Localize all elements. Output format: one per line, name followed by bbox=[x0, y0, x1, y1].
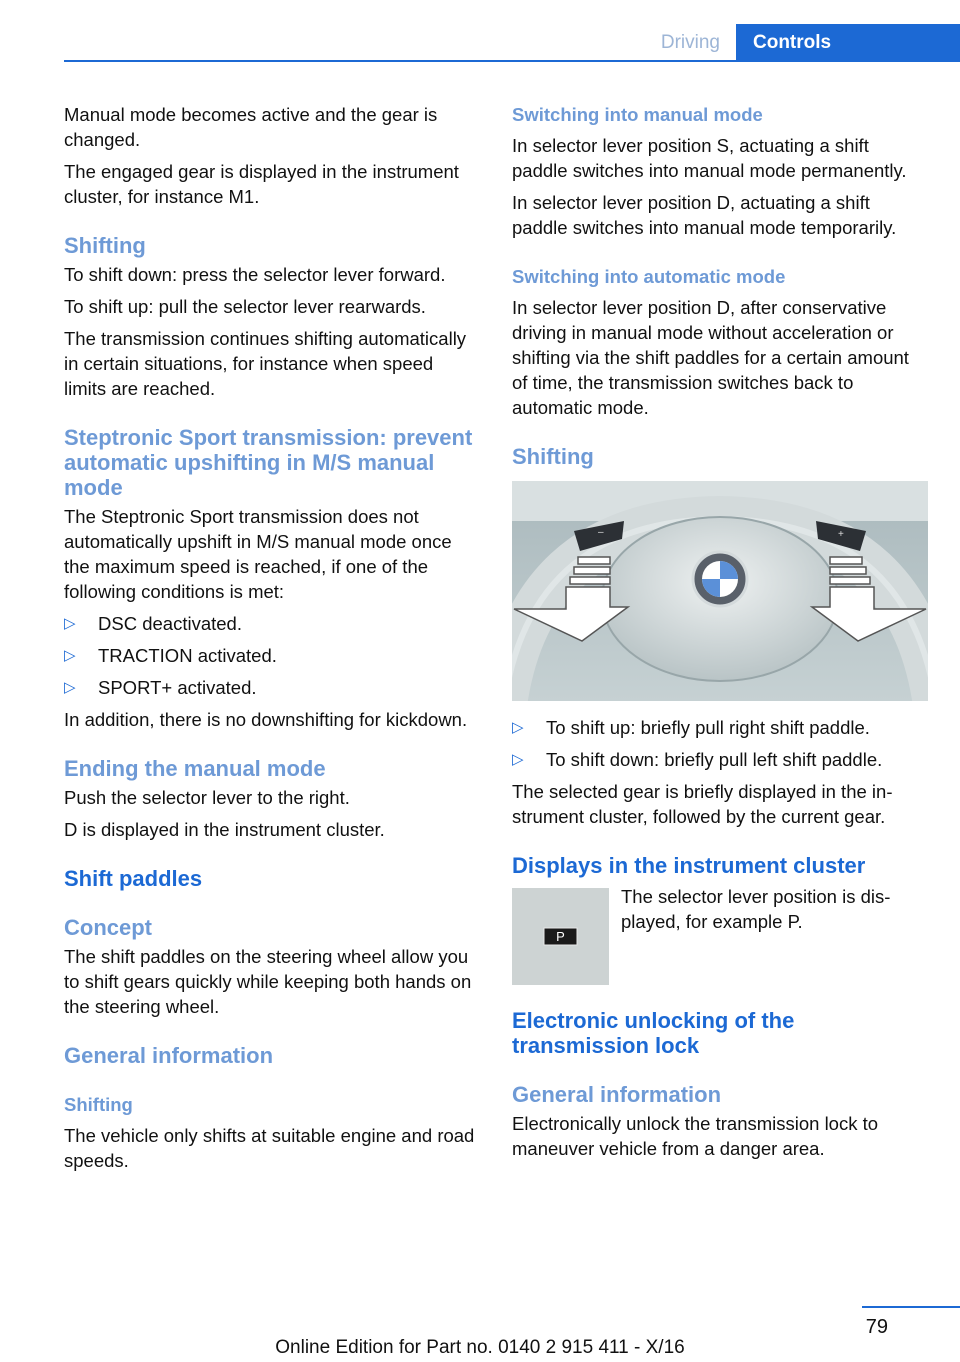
section-tab-driving[interactable]: Driving bbox=[660, 32, 720, 53]
list-item: ▷ TRACTION activated. bbox=[64, 645, 277, 666]
shifting-paragraph-2: To shift up: pull the selector lever rearwards. bbox=[64, 296, 426, 317]
triangle-bullet-icon: ▷ bbox=[64, 615, 76, 632]
triangle-bullet-icon: ▷ bbox=[512, 751, 524, 768]
triangle-bullet-icon: ▷ bbox=[64, 679, 76, 696]
footer-rule bbox=[862, 1306, 960, 1308]
left-column bbox=[64, 102, 480, 1180]
concept-paragraph: The shift paddles on the steering wheel allow you to shift gears quickly while keeping both hands on the steering wheel. bbox=[64, 946, 472, 1017]
intro-paragraph-2: The engaged gear is displayed in the instrument cluster, for instance M1. bbox=[64, 161, 459, 207]
list-item: ▷ SPORT+ activated. bbox=[64, 677, 257, 698]
steptronic-conditions-list bbox=[64, 611, 480, 700]
heading-general-information: General information bbox=[64, 1043, 274, 1068]
electronic-unlock-paragraph: Electronically unlock the transmission lock to maneuver vehicle from a danger area. bbox=[512, 1113, 879, 1159]
heading-electronic-unlocking: Electronic unlocking of the transmission lock bbox=[512, 1008, 795, 1058]
shifting-paragraph-3: The transmission continues shifting automatically in certain situations, for instance when speed limits are reached. bbox=[64, 328, 467, 399]
heading-steptronic: Steptronic Sport transmission: prevent automatic upshifting in M/S manual mode bbox=[64, 425, 473, 500]
heading-switching-manual-mode: Switching into manual mode bbox=[512, 104, 763, 125]
kickdown-paragraph: In addition, there is no downshifting for kickdown. bbox=[64, 709, 468, 730]
display-gear-letter: P bbox=[556, 929, 565, 944]
heading-displays-instrument-cluster: Displays in the instrument cluster bbox=[512, 853, 866, 878]
subheading-shifting: Shifting bbox=[64, 1094, 133, 1115]
ending-paragraph-2: D is displayed in the instrument cluster. bbox=[64, 819, 385, 840]
triangle-bullet-icon: ▷ bbox=[64, 647, 76, 664]
heading-shifting: Shifting bbox=[64, 233, 146, 258]
list-item: ▷ DSC deactivated. bbox=[64, 613, 242, 634]
list-item: ▷ To shift down: briefly pull left shift paddle. bbox=[512, 749, 883, 770]
ending-paragraph-1: Push the selector lever to the right. bbox=[64, 787, 350, 808]
right-column bbox=[512, 102, 928, 1168]
selected-gear-paragraph: The selected gear is briefly displayed in the instrument cluster, followed by the current gear. bbox=[512, 781, 893, 827]
heading-general-information-right: General information bbox=[512, 1082, 722, 1107]
page-number: 79 bbox=[865, 1316, 888, 1338]
heading-switching-automatic-mode: Switching into automatic mode bbox=[512, 266, 786, 287]
shifting-paragraph-1: To shift down: press the selector lever forward. bbox=[64, 264, 446, 285]
header-rule bbox=[64, 60, 960, 62]
manual-mode-paragraph-2: In selector lever position D, actuating a shift paddle switches into manual mode temporarily. bbox=[512, 192, 897, 238]
gear-display-image bbox=[512, 888, 609, 985]
page-header bbox=[0, 24, 960, 62]
heading-ending-manual-mode: Ending the manual mode bbox=[64, 756, 326, 781]
heading-shift-paddles: Shift paddles bbox=[64, 866, 203, 891]
footer-edition: Online Edition for Part no. 0140 2 915 411 - X/16 bbox=[275, 1337, 685, 1358]
list-item: ▷ To shift up: briefly pull right shift paddle. bbox=[512, 717, 870, 738]
triangle-bullet-icon: ▷ bbox=[512, 719, 524, 736]
heading-shifting-right: Shifting bbox=[512, 444, 594, 469]
svg-text:–: – bbox=[598, 527, 604, 538]
section-tab-controls[interactable]: Controls bbox=[736, 24, 960, 62]
svg-text:+: + bbox=[838, 529, 844, 540]
automatic-mode-paragraph: In selector lever position D, after conservative driving in manual mode without acceleration or shifting via the shift paddles for a certain amount of time, the transmission switches back to automatic mode. bbox=[512, 297, 909, 418]
display-example bbox=[512, 884, 928, 984]
shift-paddle-list bbox=[512, 715, 928, 772]
steptronic-paragraph: The Steptronic Sport transmission does not automatically upshift in M/S manual mode once the maximum speed is reached, if one of the following conditions is met: bbox=[64, 506, 452, 602]
general-paragraph: The vehicle only shifts at suitable engine and road speeds. bbox=[64, 1125, 475, 1171]
manual-mode-paragraph-1: In selector lever position S, actuating a shift paddle switches into manual mode permanently. bbox=[512, 135, 907, 181]
heading-concept: Concept bbox=[64, 915, 152, 940]
displays-paragraph: The selector lever position is displayed, for example P. bbox=[621, 886, 891, 932]
steering-wheel-paddles-image bbox=[512, 481, 928, 701]
intro-paragraph-1: Manual mode becomes active and the gear is changed. bbox=[64, 104, 438, 150]
